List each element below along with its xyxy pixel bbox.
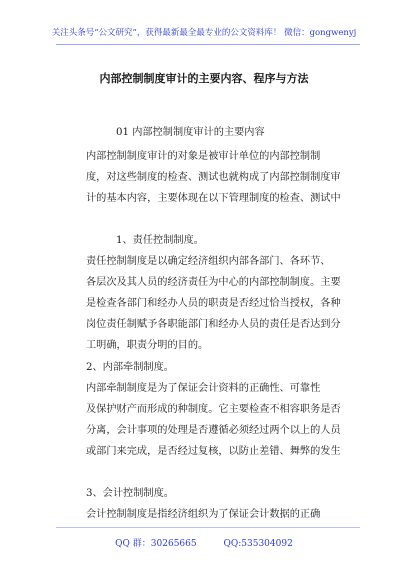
paragraph-line: 是检查各部门和经办人员的职责是否经过恰当授权，各种: [86, 298, 341, 309]
document-title: 内部控制制度审计的主要内容、程序与方法: [99, 72, 309, 85]
paragraph-line: 及保护财产而形成的种制度。它主要检查不相容职务是否: [86, 404, 341, 415]
footer-divider: [56, 527, 360, 528]
header-notice: 关注头条号“公文研究”，获得最新最全最专业的公文资料库！ 微信：gongwenyj: [51, 28, 357, 38]
paragraph-line: 责任控制制度是以确定经济组织内部各部门、各环节、: [86, 256, 331, 267]
paragraph-line: 会计控制制度是指经济组织为了保证会计数据的正确: [86, 509, 321, 520]
section-heading: 01 内部控制制度审计的主要内容: [116, 127, 265, 138]
footer-contact: [0, 536, 408, 549]
subsection-heading: 3、会计控制制度。: [86, 488, 174, 499]
footer-qq-number: QQ:535304092: [223, 539, 293, 549]
paragraph-line: 内部控制制度审计的对象是被审计单位的内部控制制: [86, 151, 321, 162]
paragraph-line: 内部牵制制度是为了保证会计资料的正确性、可靠性: [86, 383, 321, 394]
paragraph-line: 岗位责任制赋予各职能部门和经办人员的责任是否达到分: [86, 319, 341, 330]
subsection-heading: 2、内部牵制制度。: [86, 362, 174, 373]
paragraph-line: 各层次及其人员的经济责任为中心的内部控制制度。主要: [86, 277, 341, 288]
paragraph-line: 计的基本内容，主要体现在以下管理制度的检查、测试中: [86, 193, 341, 204]
header-divider: [56, 44, 360, 45]
paragraph-line: 度，对这些制度的检查、测试也就构成了内部控制制度审: [86, 172, 341, 183]
paragraph-line: 或部门来完成，是否经过复核，以防止差错、舞弊的发生: [86, 446, 341, 457]
paragraph-line: 分离，会计事项的处理是否遵循必须经过两个以上的人员: [86, 425, 341, 436]
footer-qq-group: QQ 群：30265665: [115, 539, 197, 549]
subsection-heading: 1、责任控制制度。: [116, 235, 204, 246]
paragraph-line: 工明确，职责分明的目的。: [86, 340, 209, 351]
